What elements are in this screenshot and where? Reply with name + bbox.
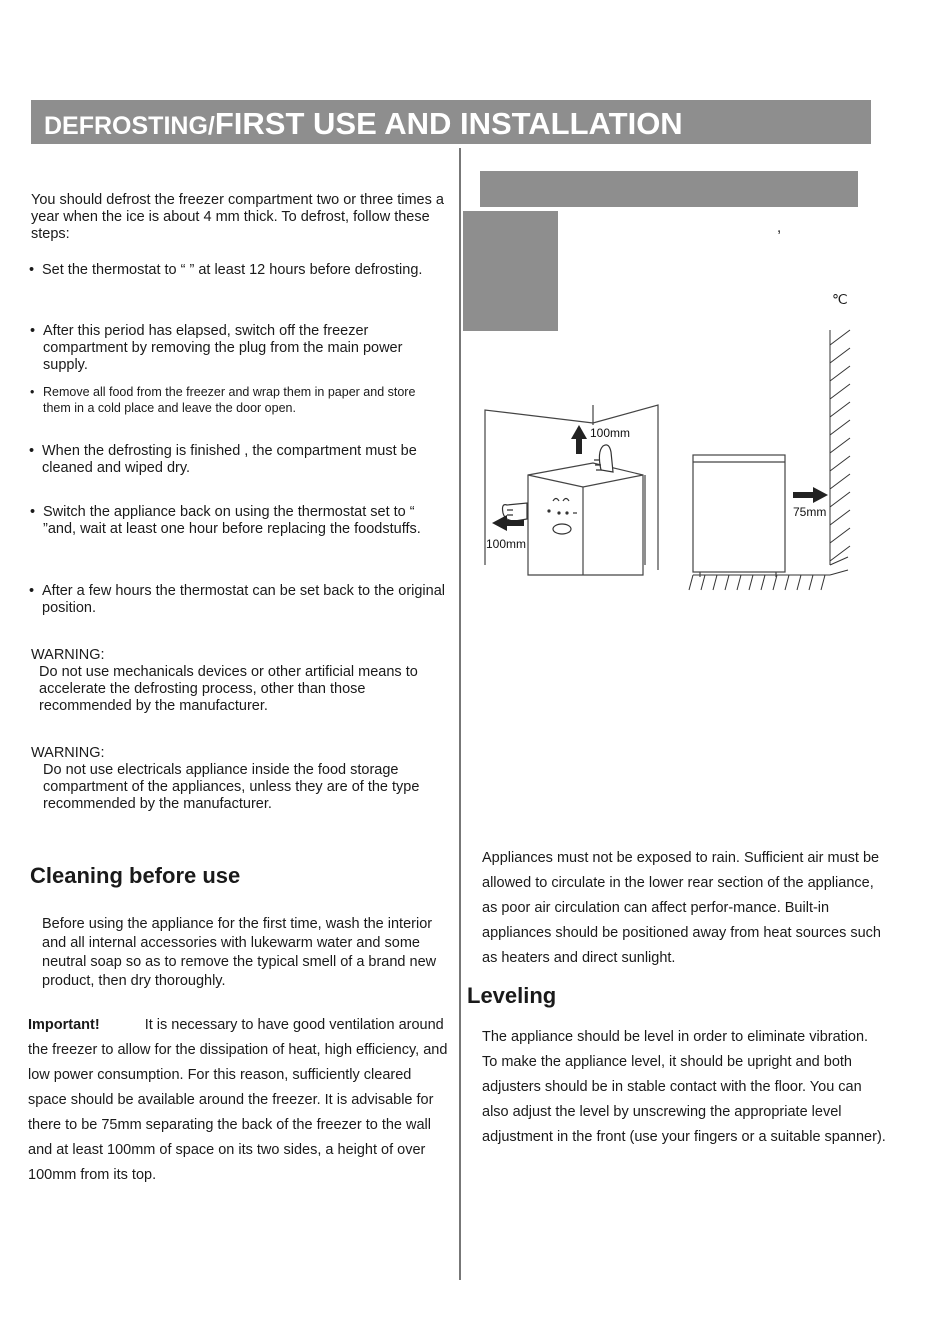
defrost-step-5: • Switch the appliance back on using the thermostat set to “ ”and, wait at least one hour before replacing the foodstuffs. [30, 504, 421, 537]
wall-hatching [830, 330, 850, 565]
defrost-step-2: • After this period has elapsed, switch off the freezer compartment by removing the plug from the main power supply. [30, 323, 403, 373]
column-divider [459, 148, 461, 1280]
cleaning-heading: Cleaning before use [30, 863, 241, 888]
defrost-step-6: • After a few hours the thermostat can be set back to the original position. [29, 583, 445, 616]
important-label: Important! [28, 1017, 100, 1033]
floor-hatching [689, 557, 848, 590]
important-text: It is necessary to have good ventilation around the freezer to allow for the dissipation of heat, high efficiency, and low power consumption. For this reason, sufficiently cleared space should be available around the freezer. It is advisable for there to be 75mm separating the back of the freezer to the wall and at least 100mm of space on its two sides, a height of over 100mm from its top. [28, 1017, 448, 1183]
bullet-icon: • [30, 323, 36, 339]
bullet-icon: • [29, 262, 35, 278]
freezer-side-view [693, 455, 785, 577]
leveling-text: The appliance should be level in order to eliminate vibration. To make the appliance level, it should be upright and both adjusters should be in stable contact with the floor. You can also adjust the level by unscrewing the appropriate level adjustment in the front (use your fingers or a suitable spanner). [482, 1029, 886, 1145]
installation-diagram [463, 325, 863, 600]
defrost-step-1: • Set the thermostat to “ ” at least 12 hours before defrosting. [29, 262, 423, 278]
important-paragraph [28, 1013, 453, 1188]
comma-mark: , [777, 219, 782, 236]
section-bar [480, 171, 858, 207]
bullet-icon: • [30, 504, 36, 520]
bullet-icon: • [29, 583, 35, 599]
cleaning-text: Before using the appliance for the first time, wash the interior and all internal accessories with lukewarm water and some neutral soap so as to remove the typical smell of a brand new product, then dry thoroughly. [42, 916, 437, 989]
page-title [44, 106, 683, 142]
leveling-heading: Leveling [467, 983, 557, 1008]
title-part-2: FIRST USE AND INSTALLATION [214, 106, 683, 141]
bullet-icon: • [29, 443, 35, 459]
back-clearance-label: 75mm [793, 505, 827, 519]
back-arrow-icon [793, 487, 828, 503]
defrost-step-4: • When the defrosting is finished , the compartment must be cleaned and wiped dry. [29, 443, 417, 476]
warning-1-label: WARNING: [31, 647, 105, 663]
title-part-1: DEFROSTING/ [44, 112, 215, 140]
degree-mark: ℃ [832, 291, 848, 307]
top-clearance-label: 100mm [590, 426, 631, 440]
warning-2-label: WARNING: [31, 745, 105, 761]
freezer-front-view [528, 463, 643, 575]
warning-1-text: Do not use mechanicals devices or other artificial means to accelerate the defrosting process, other than those recommended by the manufacturer. [39, 664, 418, 714]
side-clearance-label: 100mm [486, 537, 527, 551]
bullet-icon: • [30, 385, 35, 399]
defrost-intro: You should defrost the freezer compartment two or three times a year when the ice is about 4 mm thick. To defrost, follow these steps: [31, 192, 444, 242]
defrost-step-3: • Remove all food from the freezer and wrap them in paper and store them in a cold place and leave the door open. [30, 385, 416, 415]
placement-text: Appliances must not be exposed to rain. Sufficient air must be allowed to circulate in the lower rear section of the appliance, as poor air circulation can affect perfor-mance. Built-in appliances should be positioned away from heat sources such as heaters and direct sunlight. [482, 850, 881, 966]
warning-2-text: Do not use electricals appliance inside the food storage compartment of the appliances, unless they are of the type recommended by the manufacturer. [43, 762, 420, 812]
up-arrow-icon [571, 425, 587, 454]
shaded-box [463, 211, 558, 331]
